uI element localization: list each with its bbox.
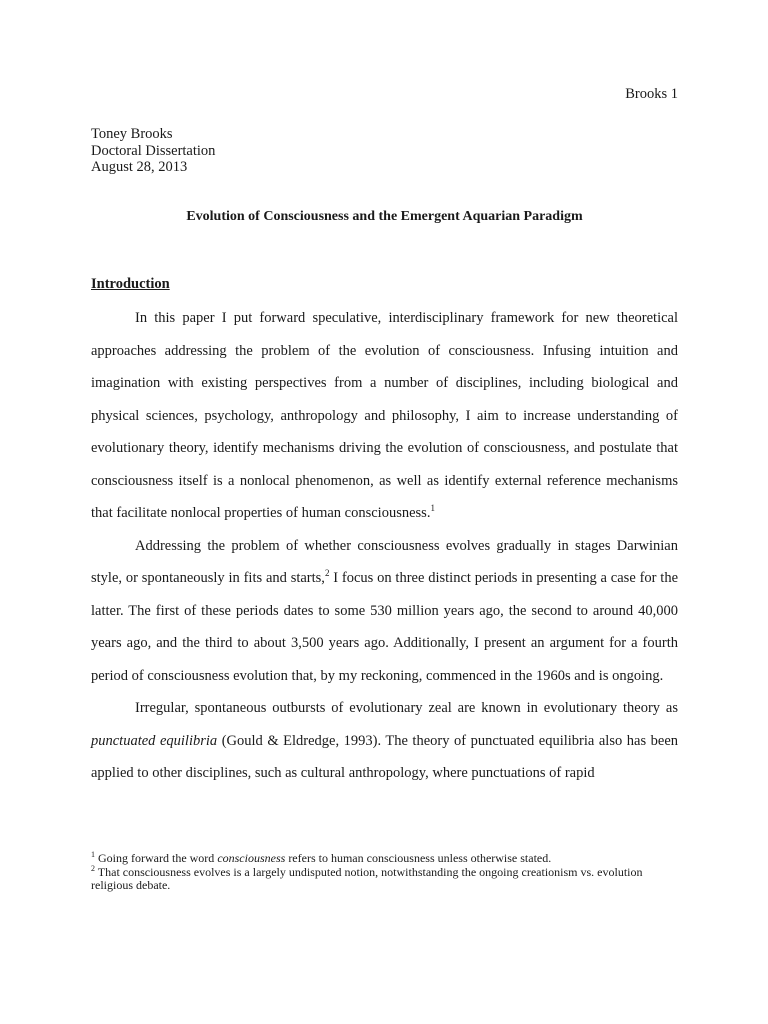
paragraph-text: Irregular, spontaneous outbursts of evolutionary zeal are known in evolutionary theory as <box>135 700 678 716</box>
footnote <box>91 852 678 866</box>
footnote-text: refers to human consciousness unless otherwise stated. <box>285 851 552 865</box>
footnote-number: 2 <box>91 863 95 873</box>
document-title: Evolution of Consciousness and the Emergent Aquarian Paradigm <box>186 209 583 224</box>
footnote-text: Going forward the word <box>95 851 218 865</box>
paragraph-text: I focus on three distinct periods in presenting a case for the latter. The first of these periods dates to some 530 million years ago, the second to around 40,000 years ago, and the third to about 3,500 years ago. Additionally, I present an argument for a fourth period of consciousness evolution that, by my reckoning, commenced in the 1960s and is ongoing. <box>91 570 679 684</box>
paragraph <box>91 692 678 790</box>
document-date: August 28, 2013 <box>91 159 188 175</box>
footnote-number: 1 <box>91 850 95 859</box>
footnote-reference[interactable]: 1 <box>430 503 435 514</box>
footnote <box>91 863 678 893</box>
footnote-text: That consciousness evolves is a largely undisputed notion, notwithstanding the ongoing creationism vs. evolution religious debate. <box>91 864 643 892</box>
section-heading: Introduction <box>91 276 170 292</box>
footnotes <box>91 852 678 893</box>
footnote-divider <box>91 846 281 847</box>
paragraph <box>91 530 678 693</box>
body-text <box>91 302 678 790</box>
footnote-reference[interactable]: 2 <box>324 568 330 579</box>
running-head: Brooks 1 <box>625 86 678 102</box>
footnote-italic-term: consciousness <box>217 851 286 865</box>
author-name: Toney Brooks <box>91 126 173 142</box>
paragraph <box>91 302 678 530</box>
author-block <box>91 126 215 176</box>
paragraph-text: In this paper I put forward speculative, interdisciplinary framework for new theoretical approaches addressing the problem of the evolution of consciousness. Infusing intuition and imagination with existing perspectives from a number of disciplines, including biological and physical sciences, psychology, anthropology and philosophy, I aim to increase understanding of evolutionary theory, identify mechanisms driving the evolution of consciousness, and postulate that consciousness itself is a nonlocal phenomenon, as well as identify external reference mechanisms that facilitate nonlocal properties of human consciousness. <box>91 310 678 521</box>
document-type: Doctoral Dissertation <box>91 142 216 159</box>
paragraph-text: (Gould & Eldredge, 1993). The theory of punctuated equilibria also has been applied to other disciplines, such as cultural anthropology, where punctuations of rapid <box>91 732 679 781</box>
paragraph-text: Addressing the problem of whether consciousness evolves gradually in stages Darwinian style, or spontaneously in fits and starts, <box>91 537 678 586</box>
italic-term: punctuated equilibria <box>91 732 218 749</box>
